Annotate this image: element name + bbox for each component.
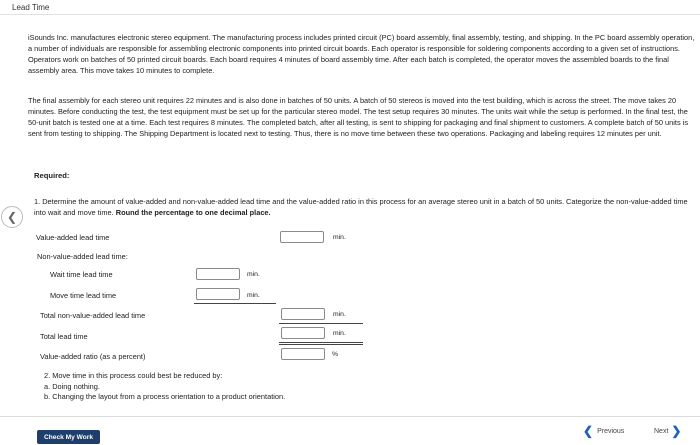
problem-paragraph-2: The final assembly for each stereo unit requires 22 minutes and is also done in batches of 50 units. A batch of 50 stereos is moved into the test building, which is across the street. The move takes 20 minutes. Before conducting the test, the test equipment must be set up for the particular stereo model. The test setup requires 30 minutes. The units wait while the setup is performed. In the final test, the 50-unit batch is tested one at a time. Each test requires 8 minutes. The completed batch, after all testing, is sent to shipping for packaging and final shipment to customers. A complete batch of 50 units is sent from testing to shipping. The Shipping Department is located next to testing. Thus, there is no move time between these two operations. Packaging and labeling requires 12 minutes per unit.: [28, 96, 689, 138]
total-lead-time-input[interactable]: [281, 327, 325, 339]
total-lead-time-rule-1: [279, 342, 363, 343]
chevron-left-icon: ❮: [583, 424, 594, 438]
page-title: Lead Time: [12, 3, 50, 12]
wait-time-input[interactable]: [196, 268, 240, 280]
required-heading: Required:: [34, 171, 70, 180]
previous-button[interactable]: [583, 424, 624, 438]
subtotal-rule: [194, 303, 276, 304]
total-lead-time-rule-2: [279, 344, 363, 345]
next-label: Next: [654, 427, 669, 435]
header-divider: [0, 14, 700, 15]
check-my-work-button[interactable]: Check My Work: [37, 430, 100, 444]
move-time-unit: min.: [247, 292, 260, 299]
total-nva-label: Total non-value-added lead time: [40, 311, 146, 320]
question-2: [44, 371, 285, 403]
total-lead-time-unit: min.: [333, 330, 346, 337]
question-1: [34, 196, 694, 218]
next-button[interactable]: [654, 424, 681, 438]
move-time-label: Move time lead time: [50, 291, 117, 300]
back-arrow-button[interactable]: [1, 206, 23, 228]
total-nva-rule: [279, 323, 363, 324]
chevron-right-icon: ❯: [671, 424, 682, 438]
ratio-label: Value-added ratio (as a percent): [40, 352, 146, 361]
value-added-label: Value-added lead time: [36, 233, 110, 242]
chevron-left-icon: ❮: [6, 210, 18, 224]
option-b[interactable]: b. Changing the layout from a process orientation to a product orientation.: [44, 392, 286, 401]
ratio-unit: %: [332, 351, 339, 358]
ratio-input[interactable]: [281, 348, 325, 360]
previous-label: Previous: [597, 427, 625, 435]
value-added-input[interactable]: [280, 231, 324, 243]
wait-time-unit: min.: [247, 271, 260, 278]
problem-paragraph-1: iSounds Inc. manufactures electronic stereo equipment. The manufacturing process includes printed circuit (PC) board assembly, final assembly, testing, and shipping. In the PC board assembly operation, a number of individuals are responsible for assembling electronic components into printed circuit boards. Each operator is responsible for soldering components according to a given set of instructions. Operators work on batches of 50 printed circuit boards. Each board requires 4 minutes of board assembly time. After each batch is completed, the operator moves the assembled boards to the final assembly area. This move takes 10 minutes to complete.: [28, 33, 695, 75]
value-added-unit: min.: [333, 234, 346, 241]
question-1-rounding-note: Round the percentage to one decimal place.: [115, 208, 271, 217]
option-a[interactable]: a. Doing nothing.: [44, 381, 100, 391]
move-time-input[interactable]: [196, 288, 240, 300]
total-nva-input[interactable]: [281, 308, 325, 320]
total-lead-time-label: Total lead time: [40, 332, 88, 341]
nva-label: Non-value-added lead time:: [37, 252, 128, 261]
footer-divider: [0, 416, 700, 417]
question-1-text: 1. Determine the amount of value-added and non-value-added lead time and the value-added ratio in this process for an average stereo unit in a batch of 50 units. Categorize the non-value-added time into wait and move time.: [34, 197, 688, 217]
question-2-text: 2. Move time in this process could best be reduced by:: [44, 371, 223, 380]
total-nva-unit: min.: [333, 311, 346, 318]
wait-time-label: Wait time lead time: [50, 270, 113, 279]
